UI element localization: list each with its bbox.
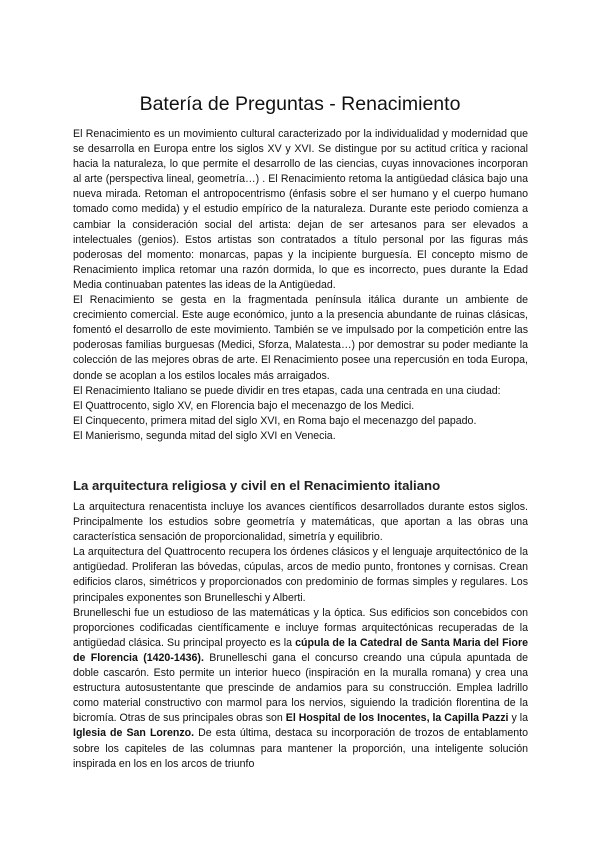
stage-manierismo: El Manierismo, segunda mitad del siglo XVI en Venecia. xyxy=(73,429,336,442)
stage-quattrocento: El Quattrocento, siglo XV, en Florencia bajo el mecenazgo de los Medici. xyxy=(73,399,415,412)
arch-p3-text-2: Brunelleschi gana el concurso creando una cúpula apuntada de doble cascarón. Esto permite un interior hueco (inspiración en la muralla romana) y crea una estructura autosustentante que prescinde de andamios para su construcción. Emplea ladrillo como material constructivo con marmol para los nervios, siguiendo la tradición florentina de la bicromía. Otras de sus principales obras son xyxy=(73,651,528,725)
intro-paragraph-1: El Renacimiento es un movimiento cultural caracterizado por la individualidad y modernidad que se desarrolla en Europa entre los siglos XV y XVI. Se distingue por su actitud crítica y racional hacia la naturaleza, lo que permite el desarrollo de las ciencias, cuyas innovaciones incorporan al arte (perspectiva lineal, geometría…) . El Renacimiento retoma la antigüedad clásica bajo una nueva mirada. Retoman el antropocentrismo (énfasis sobre el ser humano y el cuerpo humano tomado como medida) y el estudio empírico de la naturaleza. Durante este periodo comienza a cambiar la consideración social del artista: dejan de ser artesanos para ser elevados a intelectuales (genios). Estos artistas son contratados a título personal por las figuras más poderosas del momento: monarcas, papas y la incipiente burguesía. El concepto mismo de Renacimiento implica retomar una razón dormida, lo que es incorrecto, pues durante la Edad Media continuaban patentes las ideas de la Antigüedad. xyxy=(73,128,528,291)
arch-p3-bold-cupula: cúpula de la Catedral de Santa Maria del Fiore de Florencia (1420-1436). xyxy=(73,636,528,664)
intro-section xyxy=(73,127,528,444)
intro-paragraph-2: El Renacimiento se gesta en la fragmentada península itálica durante un ambiente de crecimiento comercial. Este auge económico, junto a la presencia abundante de ruinas clásicas, fomentó el desarrollo de este movimiento. También se ve impulsado por la competición entre las poderosas familias burguesas (Medici, Sforza, Malatesta…) por demostrar su poder mediante la colección de las mejores obras de arte. El Renacimiento posee una repercusión en toda Europa, donde se acoplan a los estilos locales más arraigados. xyxy=(73,294,528,382)
stage-cinquecento: El Cinquecento, primera mitad del siglo XVI, en Roma bajo el mecenazgo del papado. xyxy=(73,414,477,427)
arch-paragraph-2: La arquitectura del Quattrocento recupera los órdenes clásicos y el lenguaje arquitectónico de la antigüedad. Proliferan las bóvedas, cúpulas, arcos de medio punto, frontones y cornisas. Crean edificios claros, simétricos y proporcionados con predominio de formas simples y regulares. Los principales exponentes son Brunelleschi y Alberti. xyxy=(73,546,528,604)
arch-p3-text-3: y la xyxy=(508,712,529,725)
arch-p3-text-1: Brunelleschi fue un estudioso de las matemáticas y la óptica. Sus edificios son concebidos con proporciones codificadas científicamente e incluye formas arquitectónicas recuperadas de la antigüedad clásica. Su principal proyecto es la xyxy=(73,606,528,649)
arch-p3-text-4: De esta última, destaca su incorporación de trozos de entablamento sobre los capiteles de las columnas para mantener la proporción, una inteligente solución inspirada en los en los arcos de triunfo xyxy=(73,727,528,770)
arch-paragraph-3 xyxy=(73,606,528,772)
section-heading: La arquitectura religiosa y civil en el Renacimiento italiano xyxy=(73,478,441,493)
intro-paragraph-3: El Renacimiento Italiano se puede dividir en tres etapas, cada una centrada en una ciudad: xyxy=(73,384,501,397)
architecture-section xyxy=(73,500,528,772)
arch-p3-bold-hospital: El Hospital de los Inocentes, la Capilla Pazzi xyxy=(285,712,509,725)
arch-p3-bold-iglesia: Iglesia de San Lorenzo. xyxy=(73,727,195,740)
arch-paragraph-1: La arquitectura renacentista incluye los avances científicos desarrollados durante estos siglos. Principalmente los estudios sobre geometría y matemáticas, que aportan a las obras una característica sensación de proporcionalidad, simetría y equilibrio. xyxy=(73,501,528,544)
document-title: Batería de Preguntas - Renacimiento xyxy=(139,93,461,115)
